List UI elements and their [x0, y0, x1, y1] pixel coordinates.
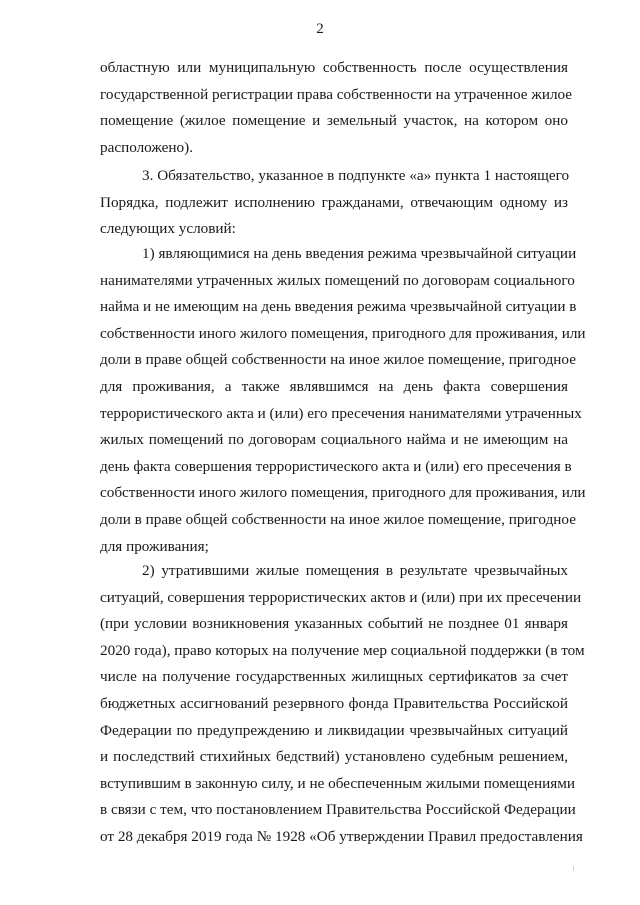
text-line: (при условии возникновения указанных событий не позднее 01 января [100, 615, 568, 633]
text-line: для проживания, а также являвшимся на день факта совершения [100, 377, 568, 395]
text-line: собственности иного жилого помещения, пригодного для проживания, или [100, 324, 586, 342]
text-line: вступившим в законную силу, и не обеспеченным жилыми помещениями [100, 774, 575, 792]
scan-mark [573, 866, 574, 871]
text-line: для проживания; [100, 537, 209, 555]
text-line: от 28 декабря 2019 года № 1928 «Об утверждении Правил предоставления [100, 827, 583, 845]
text-line: террористического акта и (или) его пресечения нанимателями утраченных [100, 404, 582, 422]
text-line: числе на получение государственных жилищных сертификатов за счет [100, 668, 568, 686]
text-line: нанимателями утраченных жилых помещений по договорам социального [100, 271, 575, 289]
text-line: жилых помещений по договорам социального найма и не имеющим на [100, 431, 568, 449]
text-line: расположено). [100, 138, 194, 156]
text-line: следующих условий: [100, 220, 236, 238]
paragraph-item-3 [100, 163, 568, 243]
text-line: доли в праве общей собственности на иное жилое помещение, пригодное [100, 510, 576, 528]
text-line: областную или муниципальную собственность после осуществления [100, 59, 568, 76]
paragraph-continuation [100, 55, 573, 161]
text-line: 3. Обязательство, указанное в подпункте «а» пункта 1 настоящего [142, 167, 570, 184]
text-line: ситуаций, совершения террористических актов и (или) при их пресечении [100, 588, 582, 606]
text-line: 2) утратившими жилые помещения в результате чрезвычайных [142, 562, 568, 579]
paragraph-subitem-2 [100, 558, 585, 851]
paragraph-subitem-1 [100, 241, 586, 560]
text-line: найма и не имеющим на день введения режима чрезвычайной ситуации в [100, 298, 577, 316]
text-line: Федерации по предупреждению и ликвидации чрезвычайных ситуаций [100, 721, 568, 739]
text-line: Порядка, подлежит исполнению гражданами, отвечающим одному из [100, 193, 568, 211]
text-line: и последствий стихийных бедствий) установлено судебным решением, [100, 748, 568, 766]
text-line: бюджетных ассигнований резервного фонда Правительства Российской [100, 694, 568, 712]
text-line: день факта совершения террористического акта и (или) его пресечения в [100, 457, 572, 475]
text-line: в связи с тем, что постановлением Правительства Российской Федерации [100, 801, 576, 819]
text-line: государственной регистрации права собственности на утраченное жилое [100, 85, 573, 103]
text-line: доли в праве общей собственности на иное жилое помещение, пригодное [100, 351, 576, 369]
text-line: помещение (жилое помещение и земельный участок, на котором оно [100, 112, 568, 130]
text-line: собственности иного жилого помещения, пригодного для проживания, или [100, 484, 586, 502]
text-line: 2020 года), право которых на получение мер социальной поддержки (в том [100, 641, 585, 659]
page-number: 2 [316, 21, 324, 37]
text-line: 1) являющимися на день введения режима чрезвычайной ситуации [142, 245, 577, 262]
